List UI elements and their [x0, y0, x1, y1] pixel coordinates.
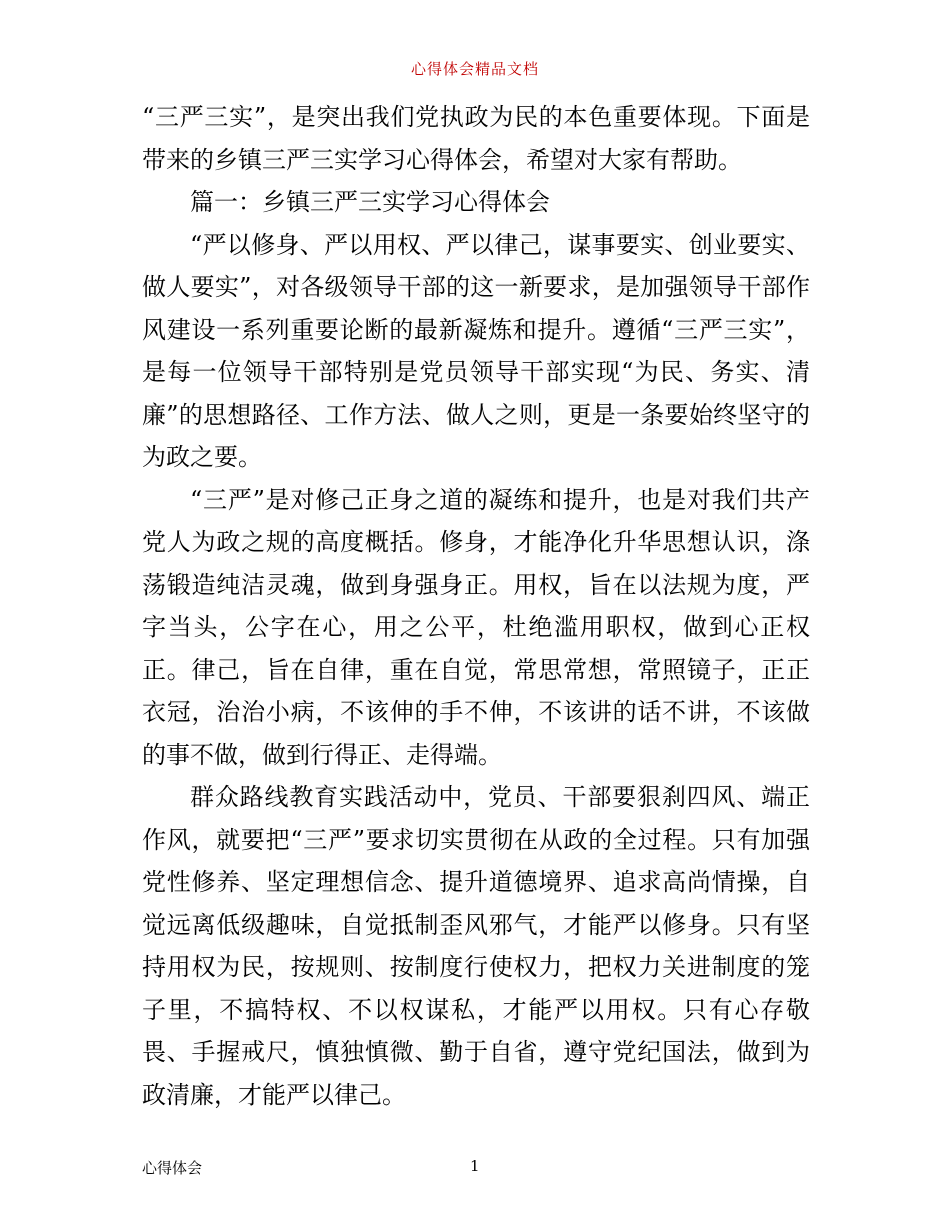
body-paragraph-1: “严以修身、严以用权、严以律己，谋事要实、创业要实、做人要实”，对各级领导干部的这一新要求，是加强领导干部作风建设一系列重要论断的最新凝炼和提升。遵循“三严三实”，是每一位领导干部特别是党员领导干部实现“为民、务实、清廉”的思想路径、工作方法、做人之则，更是一条要始终坚守的为政之要。 [142, 230, 810, 471]
intro-paragraph: “三严三实”，是突出我们党执政为民的本色重要体现。下面是带来的乡镇三严三实学习心得体会，希望对大家有帮助。 [142, 103, 810, 174]
section-heading: 篇一：乡镇三严三实学习心得体会 [190, 188, 550, 216]
page-number: 1 [470, 1157, 480, 1175]
page-footer-label: 心得体会 [142, 1159, 203, 1177]
page-header-title: 心得体会精品文档 [410, 60, 539, 78]
document-body [142, 96, 810, 1116]
body-paragraph-2: “三严”是对修己正身之道的凝练和提升，也是对我们共产党人为政之规的高度概括。修身，才能净化升华思想认识，涤荡锻造纯洁灵魂，做到身强身正。用权，旨在以法规为度，严字当头，公字在心，用之公平，杜绝滥用职权，做到心正权正。律己，旨在自律，重在自觉，常思常想，常照镜子，正正衣冠，治治小病，不该伸的手不伸，不该讲的话不讲，不该做的事不做，做到行得正、走得端。 [142, 485, 810, 769]
body-paragraph-3: 群众路线教育实践活动中，党员、干部要狠刹四风、端正作风，就要把“三严”要求切实贯彻在从政的全过程。只有加强党性修养、坚定理想信念、提升道德境界、追求高尚情操，自觉远离低级趣味，自觉抵制歪风邪气，才能严以修身。只有坚持用权为民，按规则、按制度行使权力，把权力关进制度的笼子里，不搞特权、不以权谋私，才能严以用权。只有心存敬畏、手握戒尺，慎独慎微、勤于自省，遵守党纪国法，做到为政清廉，才能严以律己。 [142, 783, 810, 1109]
